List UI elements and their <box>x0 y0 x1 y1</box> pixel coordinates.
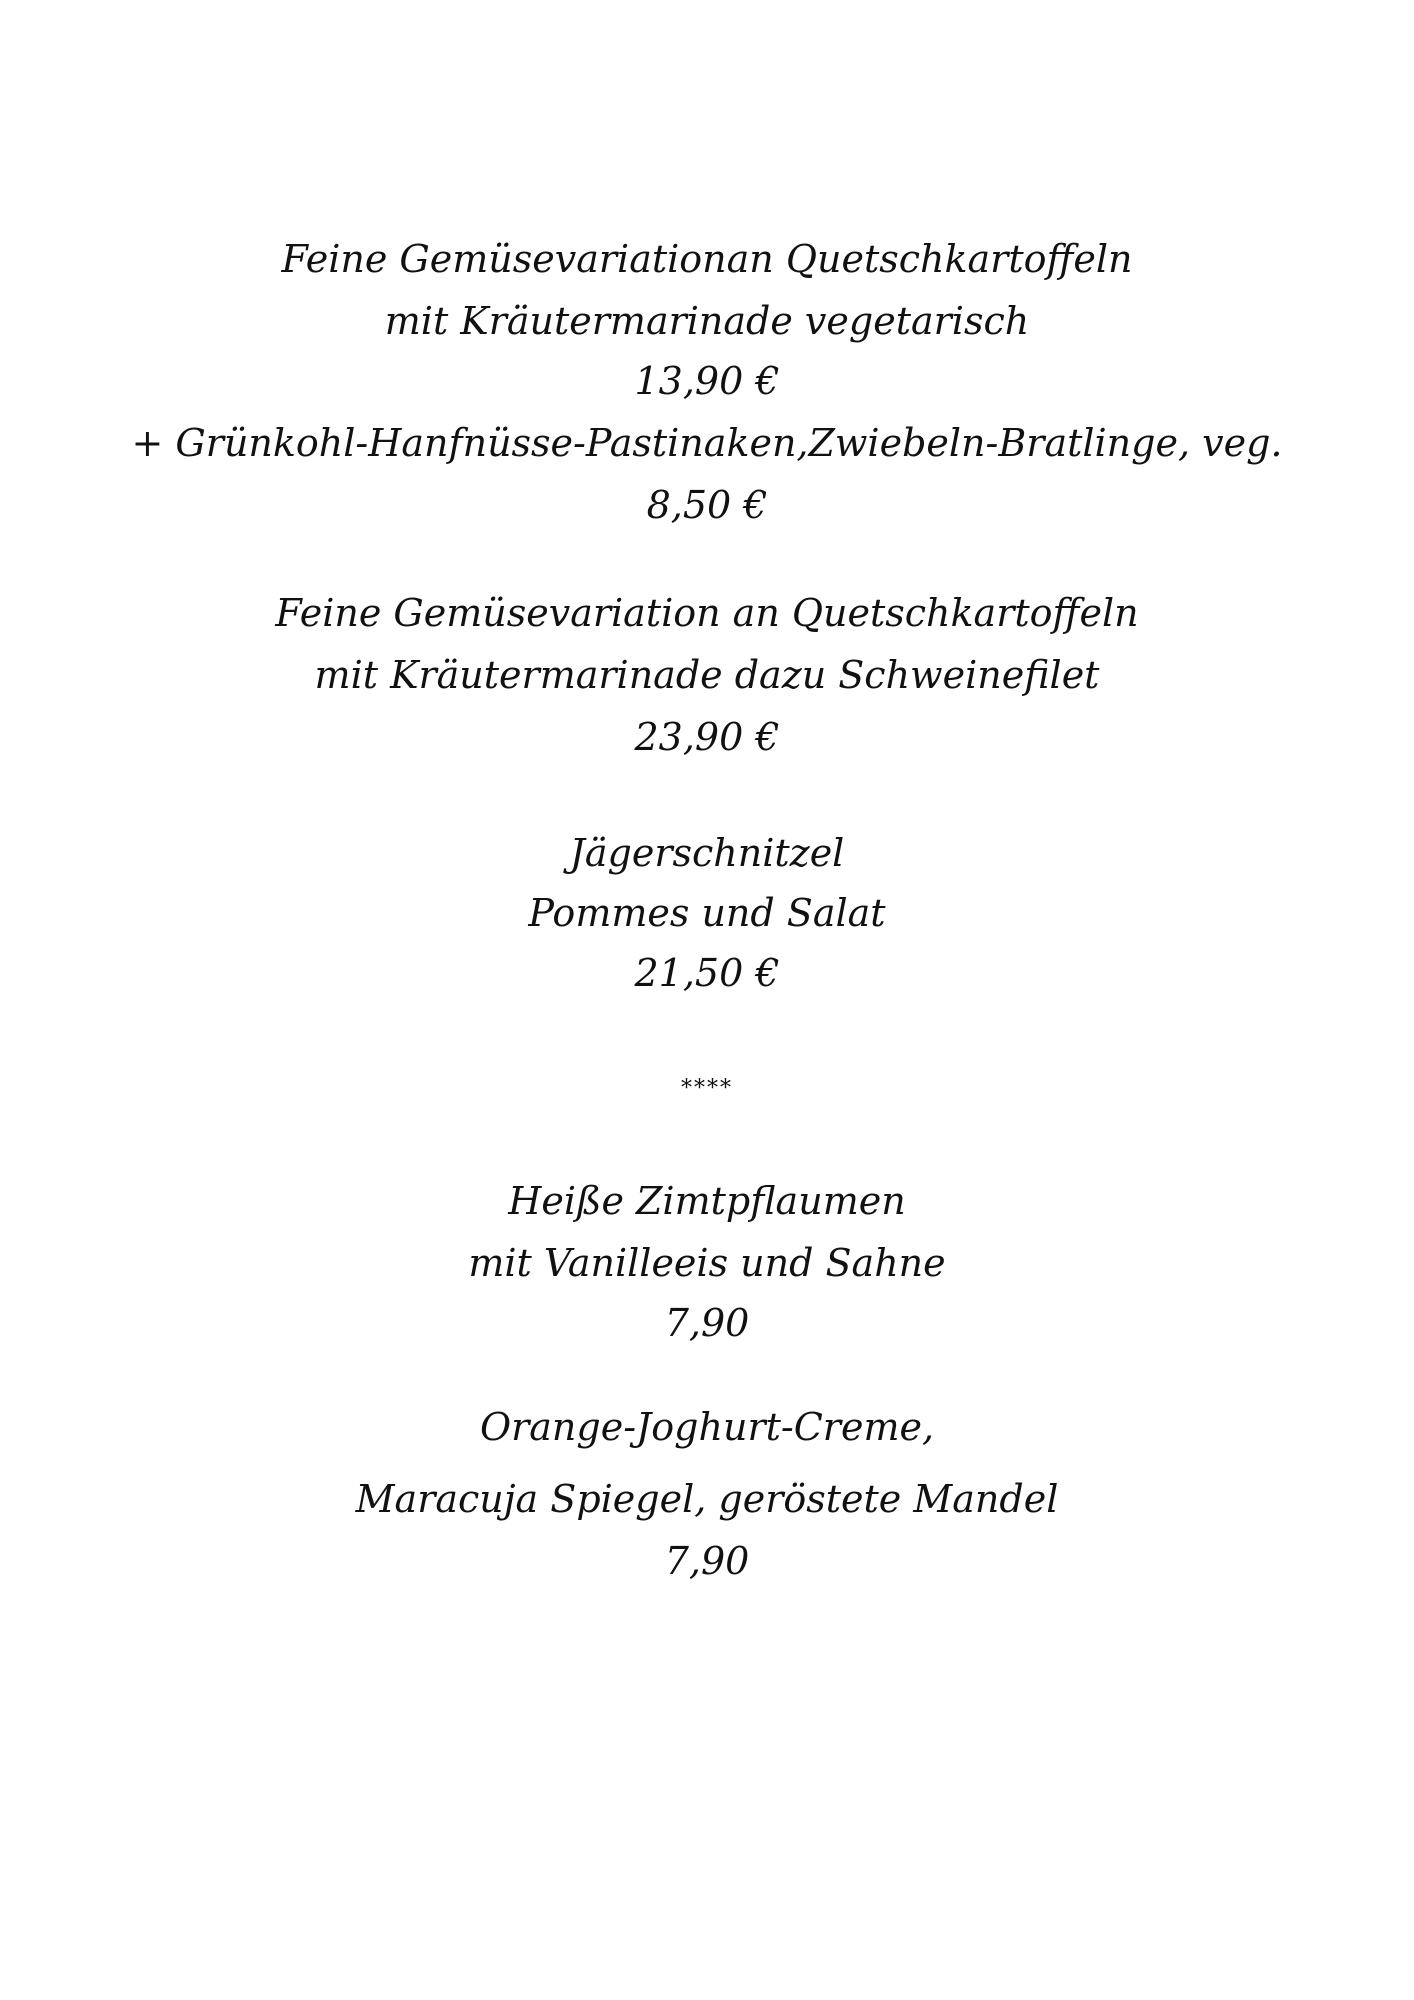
dessert2-price: 7,90 <box>664 1539 750 1583</box>
dish1-extra: + Grünkohl-Hanfnüsse-Pastinaken,Zwiebeln-Bratlinge, veg. <box>131 421 1283 465</box>
dessert1-title: Heiße Zimtpflaumen <box>508 1179 906 1223</box>
dish1-price: 13,90 € <box>634 359 780 403</box>
dish1-description: mit Kräutermarinade vegetarisch <box>384 299 1030 343</box>
dish3-description: Pommes und Salat <box>528 891 886 935</box>
dish3-title: Jägerschnitzel <box>569 831 845 875</box>
separator-stars: **** <box>681 1076 733 1101</box>
dish2-price: 23,90 € <box>634 715 780 759</box>
dish1-title: Feine Gemüsevariationan Quetschkartoffeln <box>281 237 1133 281</box>
dessert2-description: Maracuja Spiegel, geröstete Mandel <box>355 1477 1059 1521</box>
dish2-description: mit Kräutermarinade dazu Schweinefilet <box>314 653 1100 697</box>
dish3-price: 21,50 € <box>634 951 780 995</box>
dessert1-description: mit Vanilleeis und Sahne <box>468 1241 946 1285</box>
dessert2-title: Orange-Joghurt-Creme, <box>479 1405 935 1449</box>
dessert1-price: 7,90 <box>664 1301 750 1345</box>
dish1-extra-price: 8,50 € <box>646 483 768 527</box>
dish2-title: Feine Gemüsevariation an Quetschkartoffeln <box>275 591 1139 635</box>
